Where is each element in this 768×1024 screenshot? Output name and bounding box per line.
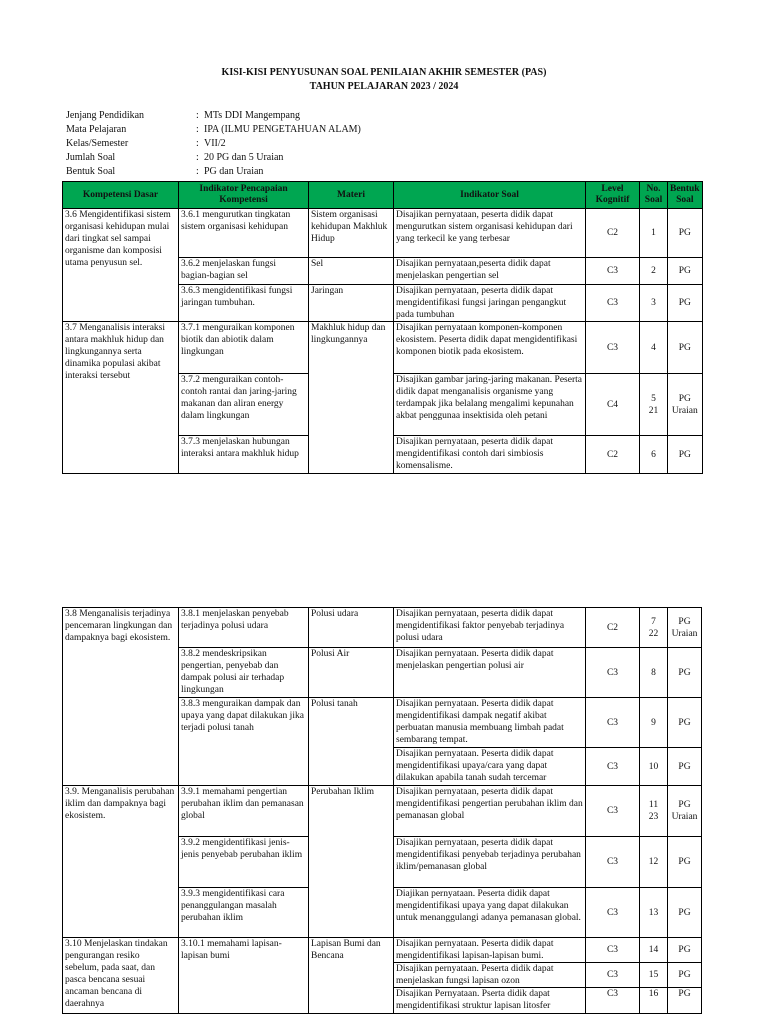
soal-cell: Disajikan pernyataan, peserta didik dapat mengidentifikasi fungsi jaringan pengangkut pada tumbuhan xyxy=(394,285,586,322)
bentuk-cell: PG xyxy=(668,258,703,285)
level-cell: C2 xyxy=(586,608,640,648)
materi-cell: Jaringan xyxy=(309,285,394,322)
materi-cell: Polusi tanah xyxy=(309,698,394,786)
no-cell: 6 xyxy=(640,436,668,474)
no-cell: 7 22 xyxy=(640,608,668,648)
table-row xyxy=(63,938,702,963)
soal-cell: Disajikan pernyataan. Peserta didik dapat menjelaskan fungsi lapisan ozon xyxy=(394,963,586,988)
level-cell: C3 xyxy=(586,698,640,748)
ipk-cell: 3.6.3 mengidentifikasi fungsi jaringan tumbuhan. xyxy=(179,285,309,322)
ipk-cell: 3.7.1 menguraikan komponen biotik dan abiotik dalam lingkungan xyxy=(179,322,309,374)
level-cell: C3 xyxy=(586,837,640,888)
bentuk-cell: PG Uraian xyxy=(668,374,703,436)
materi-cell: Makhluk hidup dan lingkungannya xyxy=(309,322,394,474)
grid-table-part-2 xyxy=(62,607,702,1014)
info-label: Bentuk Soal xyxy=(66,166,116,177)
ipk-cell: 3.9.2 mengidentifikasi jenis-jenis penyebab perubahan iklim xyxy=(179,837,309,888)
kd-cell: 3.6 Mengidentifikasi sistem organisasi kehidupan mulai dari tingkat sel sampai organisme dan komposisi utama penyusun sel. xyxy=(63,209,179,322)
level-cell: C3 xyxy=(586,786,640,837)
no-cell: 13 xyxy=(640,888,668,938)
info-label: Jenjang Pendidikan xyxy=(66,110,145,121)
document-title: KISI-KISI PENYUSUNAN SOAL PENILAIAN AKHIR SEMESTER (PAS) xyxy=(221,67,547,78)
document-subtitle: TAHUN PELAJARAN 2023 / 2024 xyxy=(309,81,459,92)
ipk-cell: 3.8.2 mendeskripsikan pengertian, penyebab dan dampak polusi air terhadap lingkungan xyxy=(179,648,309,698)
table-row xyxy=(63,209,703,258)
ipk-cell: 3.9.3 mengidentifikasi cara penanggulangan masalah perubahan iklim xyxy=(179,888,309,938)
no-cell: 16 xyxy=(640,988,668,1014)
bentuk-cell: PG xyxy=(668,436,703,474)
info-row: Jenjang Pendidikan : MTs DDI Mangempang xyxy=(66,110,300,121)
soal-cell: Disajikan Pernyataan. Pserta didik dapat mengidentifikasi struktur lapisan litosfer xyxy=(394,988,586,1014)
soal-cell: Diajikan pernyataan. Peserta didik dapat mengidentifikasi upaya yang dapat dilakukan untuk menanggulangi adanya pemanasan global. xyxy=(394,888,586,938)
kd-cell: 3.7 Menganalisis interaksi antara makhluk hidup dan lingkungannya serta dinamika populasi akibat interaksi tersebut xyxy=(63,322,179,474)
info-label: Mata Pelajaran xyxy=(66,124,127,135)
level-cell: C4 xyxy=(586,374,640,436)
no-cell: 14 xyxy=(640,938,668,963)
no-cell: 8 xyxy=(640,648,668,698)
info-label: Jumlah Soal xyxy=(66,152,116,163)
bentuk-cell: PG xyxy=(668,209,703,258)
ipk-cell: 3.8.3 menguraikan dampak dan upaya yang dapat dilakukan jika terjadi polusi tanah xyxy=(179,698,309,786)
info-block xyxy=(66,109,361,179)
info-row: Jumlah Soal : 20 PG dan 5 Uraian xyxy=(66,152,284,163)
no-cell: 3 xyxy=(640,285,668,322)
no-cell: 4 xyxy=(640,322,668,374)
bentuk-cell: PG xyxy=(668,888,702,938)
no-cell: 11 23 xyxy=(640,786,668,837)
column-header: Level Kognitif xyxy=(586,182,640,209)
soal-cell: Disajikan pernyataan. Peserta didik dapat mengidentifikasi upaya/cara yang dapat dilakukan apabila tanah sudah tercemar xyxy=(394,748,586,786)
soal-cell: Disajikan gambar jaring-jaring makanan. Peserta didik dapat menganalisis organisme yang terdampak jika belalang mengalimi kepunahan akbat penggunaa insektisida oleh petani xyxy=(394,374,586,436)
info-value: 20 PG dan 5 Uraian xyxy=(204,152,284,163)
soal-cell: Disajikan pernyataan, peserta didik dapat mengurutkan sistem organisasi kehidupan dari yang terkecil ke yang terbesar xyxy=(394,209,586,258)
column-header: Indikator Pencapaian Kompetensi xyxy=(179,182,309,209)
column-header: Kompetensi Dasar xyxy=(63,182,179,209)
soal-cell: Disajikan pernyataan, peserta didik dapat mengidentifikasi faktor penyebab terjadinya polusi udara xyxy=(394,608,586,648)
materi-cell: Polusi udara xyxy=(309,608,394,648)
ipk-cell: 3.8.1 menjelaskan penyebab terjadinya polusi udara xyxy=(179,608,309,648)
level-cell: C3 xyxy=(586,988,640,1014)
info-row: Kelas/Semester : VII/2 xyxy=(66,138,226,149)
bentuk-cell: PG xyxy=(668,963,702,988)
soal-cell: Disajikan pernyataan, peserta didik dapat mengidentifikasi penyebab terjadinya perubahan iklim/pemanasan global xyxy=(394,837,586,888)
bentuk-cell: PG Uraian xyxy=(668,608,702,648)
bentuk-cell: PG xyxy=(668,648,702,698)
soal-cell: Disajikan pernyataan, peserta didik dapat mengidentifikasi contoh dari simbiosis komensalisme. xyxy=(394,436,586,474)
materi-cell: Polusi Air xyxy=(309,648,394,698)
table-header-row xyxy=(63,182,703,209)
materi-cell: Perubahan Iklim xyxy=(309,786,394,938)
ipk-cell: 3.6.1 mengurutkan tingkatan sistem organisasi kehidupan xyxy=(179,209,309,258)
soal-cell: Disajikan pernyataan. Peserta didik dapat mengidentifikasi lapisan-lapisan bumi. xyxy=(394,938,586,963)
level-cell: C3 xyxy=(586,258,640,285)
kd-cell: 3.10 Menjelaskan tindakan pengurangan resiko sebelum, pada saat, dan pasca bencana sesuai ancaman bencana di daerahnya xyxy=(63,938,179,1014)
soal-cell: Disajikan pernyataan. Peserta didik dapat mengidentifikasi dampak negatif akibat perbuatan manusia membuang limbah padat sembarang tempat. xyxy=(394,698,586,748)
bentuk-cell: PG xyxy=(668,698,702,748)
level-cell: C3 xyxy=(586,648,640,698)
table-row xyxy=(63,322,703,374)
bentuk-cell: PG Uraian xyxy=(668,786,702,837)
column-header: No. Soal xyxy=(640,182,668,209)
column-header: Bentuk Soal xyxy=(668,182,703,209)
no-cell: 15 xyxy=(640,963,668,988)
no-cell: 12 xyxy=(640,837,668,888)
bentuk-cell: PG xyxy=(668,837,702,888)
ipk-cell: 3.10.1 memahami lapisan-lapisan bumi xyxy=(179,938,309,1014)
bentuk-cell: PG xyxy=(668,285,703,322)
soal-cell: Disajikan pernyataan,peserta didik dapat menjelaskan pengertian sel xyxy=(394,258,586,285)
soal-cell: Disajikan pernyataan komponen-komponen ekosistem. Peserta didik dapat mengidentifikasi komponen biotik pada ekosistem. xyxy=(394,322,586,374)
info-value: MTs DDI Mangempang xyxy=(204,110,300,121)
info-row: Mata Pelajaran : IPA (ILMU PENGETAHUAN ALAM) xyxy=(66,124,361,135)
bentuk-cell: PG xyxy=(668,938,702,963)
info-value: IPA (ILMU PENGETAHUAN ALAM) xyxy=(204,124,361,135)
no-cell: 5 21 xyxy=(640,374,668,436)
no-cell: 1 xyxy=(640,209,668,258)
info-value: VII/2 xyxy=(204,138,226,149)
materi-cell: Lapisan Bumi dan Bencana xyxy=(309,938,394,1014)
level-cell: C2 xyxy=(586,436,640,474)
level-cell: C3 xyxy=(586,285,640,322)
soal-cell: Disajikan pernyataan, peserta didik dapat mengidentifikasi pengertian perubahan iklim dan pemanasan global xyxy=(394,786,586,837)
ipk-cell: 3.7.2 menguraikan contoh-contoh rantai dan jaring-jaring makanan dan aliran energy dalam lingkungan xyxy=(179,374,309,436)
bentuk-cell: PG xyxy=(668,748,702,786)
materi-cell: Sel xyxy=(309,258,394,285)
column-header: Indikator Soal xyxy=(394,182,586,209)
level-cell: C3 xyxy=(586,322,640,374)
info-label: Kelas/Semester xyxy=(66,138,129,149)
ipk-cell: 3.6.2 menjelaskan fungsi bagian-bagian sel xyxy=(179,258,309,285)
ipk-cell: 3.9.1 memahami pengertian perubahan iklim dan pemanasan global xyxy=(179,786,309,837)
grid-table-part-1 xyxy=(62,181,703,474)
level-cell: C3 xyxy=(586,888,640,938)
level-cell: C2 xyxy=(586,209,640,258)
table-row xyxy=(63,786,702,837)
materi-cell: Sistem organisasi kehidupan Makhluk Hidup xyxy=(309,209,394,258)
table-row xyxy=(63,608,702,648)
info-value: PG dan Uraian xyxy=(204,166,264,177)
bentuk-cell: PG xyxy=(668,988,702,1014)
level-cell: C3 xyxy=(586,748,640,786)
bentuk-cell: PG xyxy=(668,322,703,374)
no-cell: 10 xyxy=(640,748,668,786)
info-row: Bentuk Soal : PG dan Uraian xyxy=(66,166,264,177)
kd-cell: 3.9. Menganalisis perubahan iklim dan dampaknya bagi ekosistem. xyxy=(63,786,179,938)
soal-cell: Disajikan pernyataan. Peserta didik dapat menjelaskan pengertian polusi air xyxy=(394,648,586,698)
column-header: Materi xyxy=(309,182,394,209)
level-cell: C3 xyxy=(586,963,640,988)
ipk-cell: 3.7.3 menjelaskan hubungan interaksi antara makhluk hidup xyxy=(179,436,309,474)
level-cell: C3 xyxy=(586,938,640,963)
kd-cell: 3.8 Menganalisis terjadinya pencemaran lingkungan dan dampaknya bagi ekosistem. xyxy=(63,608,179,786)
no-cell: 9 xyxy=(640,698,668,748)
no-cell: 2 xyxy=(640,258,668,285)
